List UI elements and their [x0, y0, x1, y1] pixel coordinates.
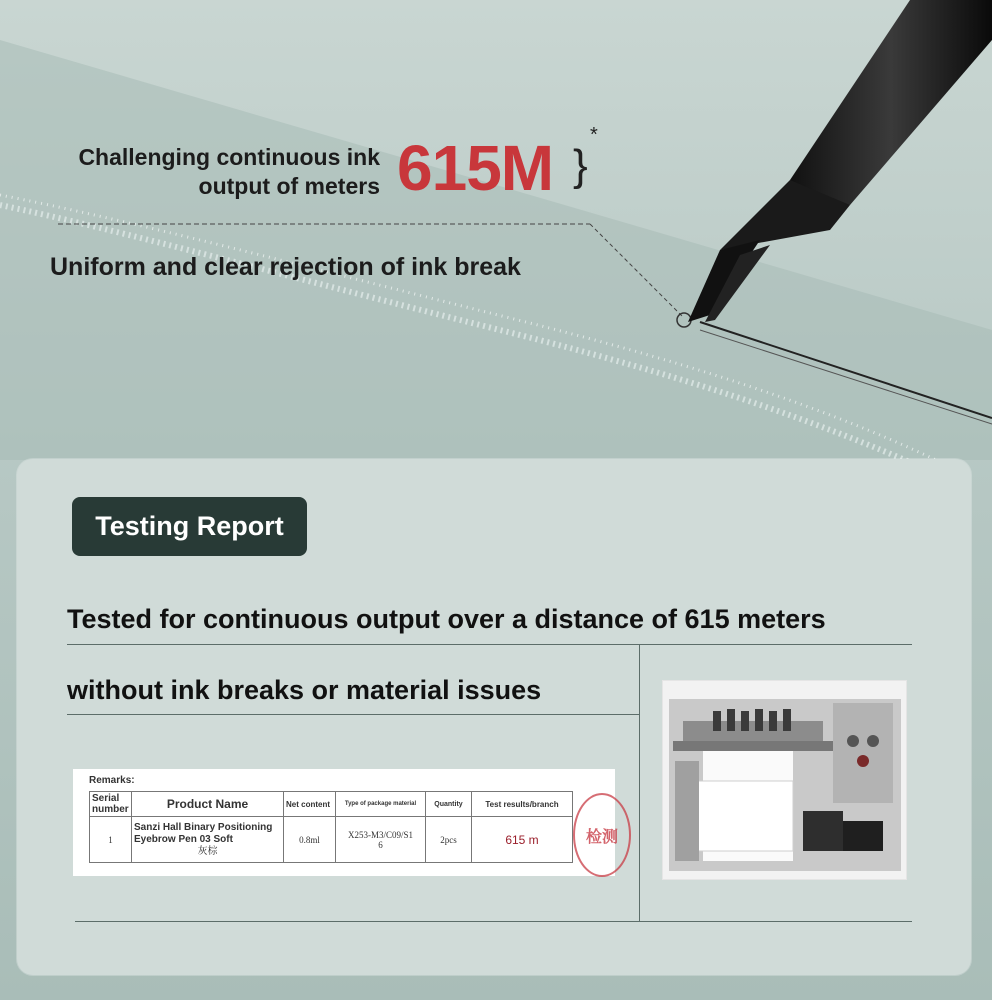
product-line1: Sanzi Hall Binary Positioning [134, 821, 273, 833]
table-row [90, 817, 573, 863]
machine-illustration [663, 681, 908, 881]
headline-line2: output of meters [198, 173, 380, 199]
divider [67, 714, 639, 715]
header-serial: Serial number [90, 792, 132, 817]
cell-product [132, 817, 284, 863]
official-stamp: 检测 [573, 793, 631, 877]
header-result: Test results/branch [472, 792, 573, 817]
distance-figure: 615M [397, 132, 554, 204]
remarks-label: Remarks: [89, 775, 135, 786]
test-statement-line1: Tested for continuous output over a distance of 615 meters [67, 604, 826, 634]
divider-vertical [639, 644, 640, 922]
divider [67, 644, 912, 645]
header-net: Net content [284, 792, 336, 817]
testing-machine-photo [662, 680, 907, 880]
test-statement-line2: without ink breaks or material issues [67, 675, 542, 705]
report-table [89, 791, 573, 863]
cell-serial: 1 [90, 817, 132, 863]
asterisk-mark: * [590, 124, 598, 146]
divider [75, 921, 912, 922]
testing-report-badge: Testing Report [72, 497, 307, 556]
table-header-row [90, 792, 573, 817]
headline-line1: Challenging continuous ink [78, 144, 380, 170]
subheadline: Uniform and clear rejection of ink break [50, 253, 521, 281]
header-quantity: Quantity [426, 792, 472, 817]
test-report-document [73, 769, 618, 876]
cell-net: 0.8ml [284, 817, 336, 863]
brace-symbol: } [573, 141, 588, 190]
header-product: Product Name [132, 792, 284, 817]
cell-package [336, 817, 426, 863]
headline [78, 143, 380, 201]
package-line2: 6 [378, 839, 383, 850]
product-line3: 灰棕 [197, 845, 218, 857]
eyebrow-pen-icon [680, 0, 992, 330]
header-package: Type of package material [336, 792, 426, 817]
cell-result: 615 m [472, 817, 573, 863]
package-line1: X253-M3/C09/S1 [347, 829, 413, 840]
cell-quantity: 2pcs [426, 817, 472, 863]
product-line2: Eyebrow Pen 03 Soft [134, 833, 233, 845]
